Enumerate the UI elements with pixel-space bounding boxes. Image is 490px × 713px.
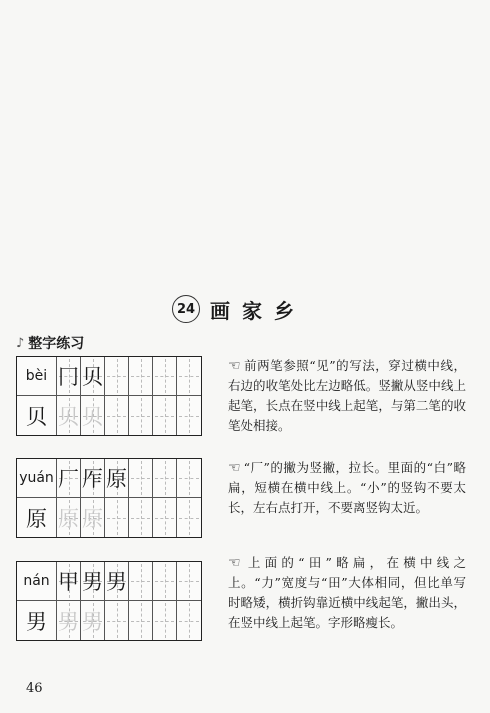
model-char-cell: 男 <box>17 601 57 640</box>
trace-cell: 男 <box>57 601 81 640</box>
empty-cell <box>129 396 153 435</box>
stroke-cell: 原 <box>105 459 129 498</box>
empty-cell <box>177 459 201 498</box>
empty-cell <box>105 357 129 396</box>
empty-cell <box>105 498 129 537</box>
empty-cell <box>129 357 153 396</box>
trace-cell: 原 <box>57 498 81 537</box>
empty-cell <box>105 601 129 640</box>
empty-cell <box>177 562 201 601</box>
empty-cell <box>177 396 201 435</box>
pointing-hand-icon: ☜ <box>228 358 241 374</box>
section-title: 整字练习 <box>28 336 85 352</box>
pinyin-cell: nán <box>17 562 57 601</box>
page-number: 46 <box>26 681 43 696</box>
model-char-cell: 原 <box>17 498 57 537</box>
pinyin-cell: bèi <box>17 357 57 396</box>
practice-grid-bei <box>16 356 202 436</box>
trace-cell: 原 <box>81 498 105 537</box>
empty-cell <box>129 601 153 640</box>
stroke-cell: 冂 <box>57 357 81 396</box>
lesson-number-badge: 24 <box>172 295 200 323</box>
music-note-icon: ♪ <box>16 335 25 351</box>
section-heading <box>16 333 84 353</box>
stroke-cell: 贝 <box>81 357 105 396</box>
trace-cell: 贝 <box>81 396 105 435</box>
empty-cell <box>153 601 177 640</box>
model-char-cell: 贝 <box>17 396 57 435</box>
empty-cell <box>177 498 201 537</box>
pointing-hand-icon: ☜ <box>228 555 241 571</box>
empty-cell <box>153 498 177 537</box>
empty-cell <box>153 357 177 396</box>
empty-cell <box>153 459 177 498</box>
stroke-cell: 甲 <box>57 562 81 601</box>
empty-cell <box>153 396 177 435</box>
empty-cell <box>177 601 201 640</box>
empty-cell <box>153 562 177 601</box>
practice-grid-yuan <box>16 458 202 538</box>
empty-cell <box>129 562 153 601</box>
trace-cell: 男 <box>81 601 105 640</box>
pinyin-cell: yuán <box>17 459 57 498</box>
empty-cell <box>105 396 129 435</box>
pointing-hand-icon: ☜ <box>228 460 241 476</box>
trace-cell: 贝 <box>57 396 81 435</box>
stroke-cell: 男 <box>105 562 129 601</box>
empty-cell <box>177 357 201 396</box>
practice-grid-nan <box>16 561 202 641</box>
stroke-cell: 厏 <box>81 459 105 498</box>
lesson-name: 画家乡 <box>210 298 306 323</box>
empty-cell <box>129 498 153 537</box>
writing-tip: ☜ “厂”的撇为竖撇，拉长。里面的“白”略扁，短横在横中线上。“小”的竖钩不要太长，左右点打开，不要离竖钩太近。 <box>228 460 466 515</box>
writing-tip: ☜ 前两笔参照“见”的写法，穿过横中线，右边的收笔处比左边略低。竖撇从竖中线上起笔，长点在竖中线上起笔，与第二笔的收笔处相接。 <box>228 358 466 433</box>
writing-tip: ☜ 上面的“田”略扁，在横中线之上。“力”宽度与“田”大体相同，但比单写时略矮，横折钩靠近横中线起笔，撇出头，在竖中线上起笔。字形略瘦长。 <box>228 555 466 630</box>
stroke-cell: 男 <box>81 562 105 601</box>
lesson-title <box>172 294 306 324</box>
empty-cell <box>129 459 153 498</box>
stroke-cell: 厂 <box>57 459 81 498</box>
